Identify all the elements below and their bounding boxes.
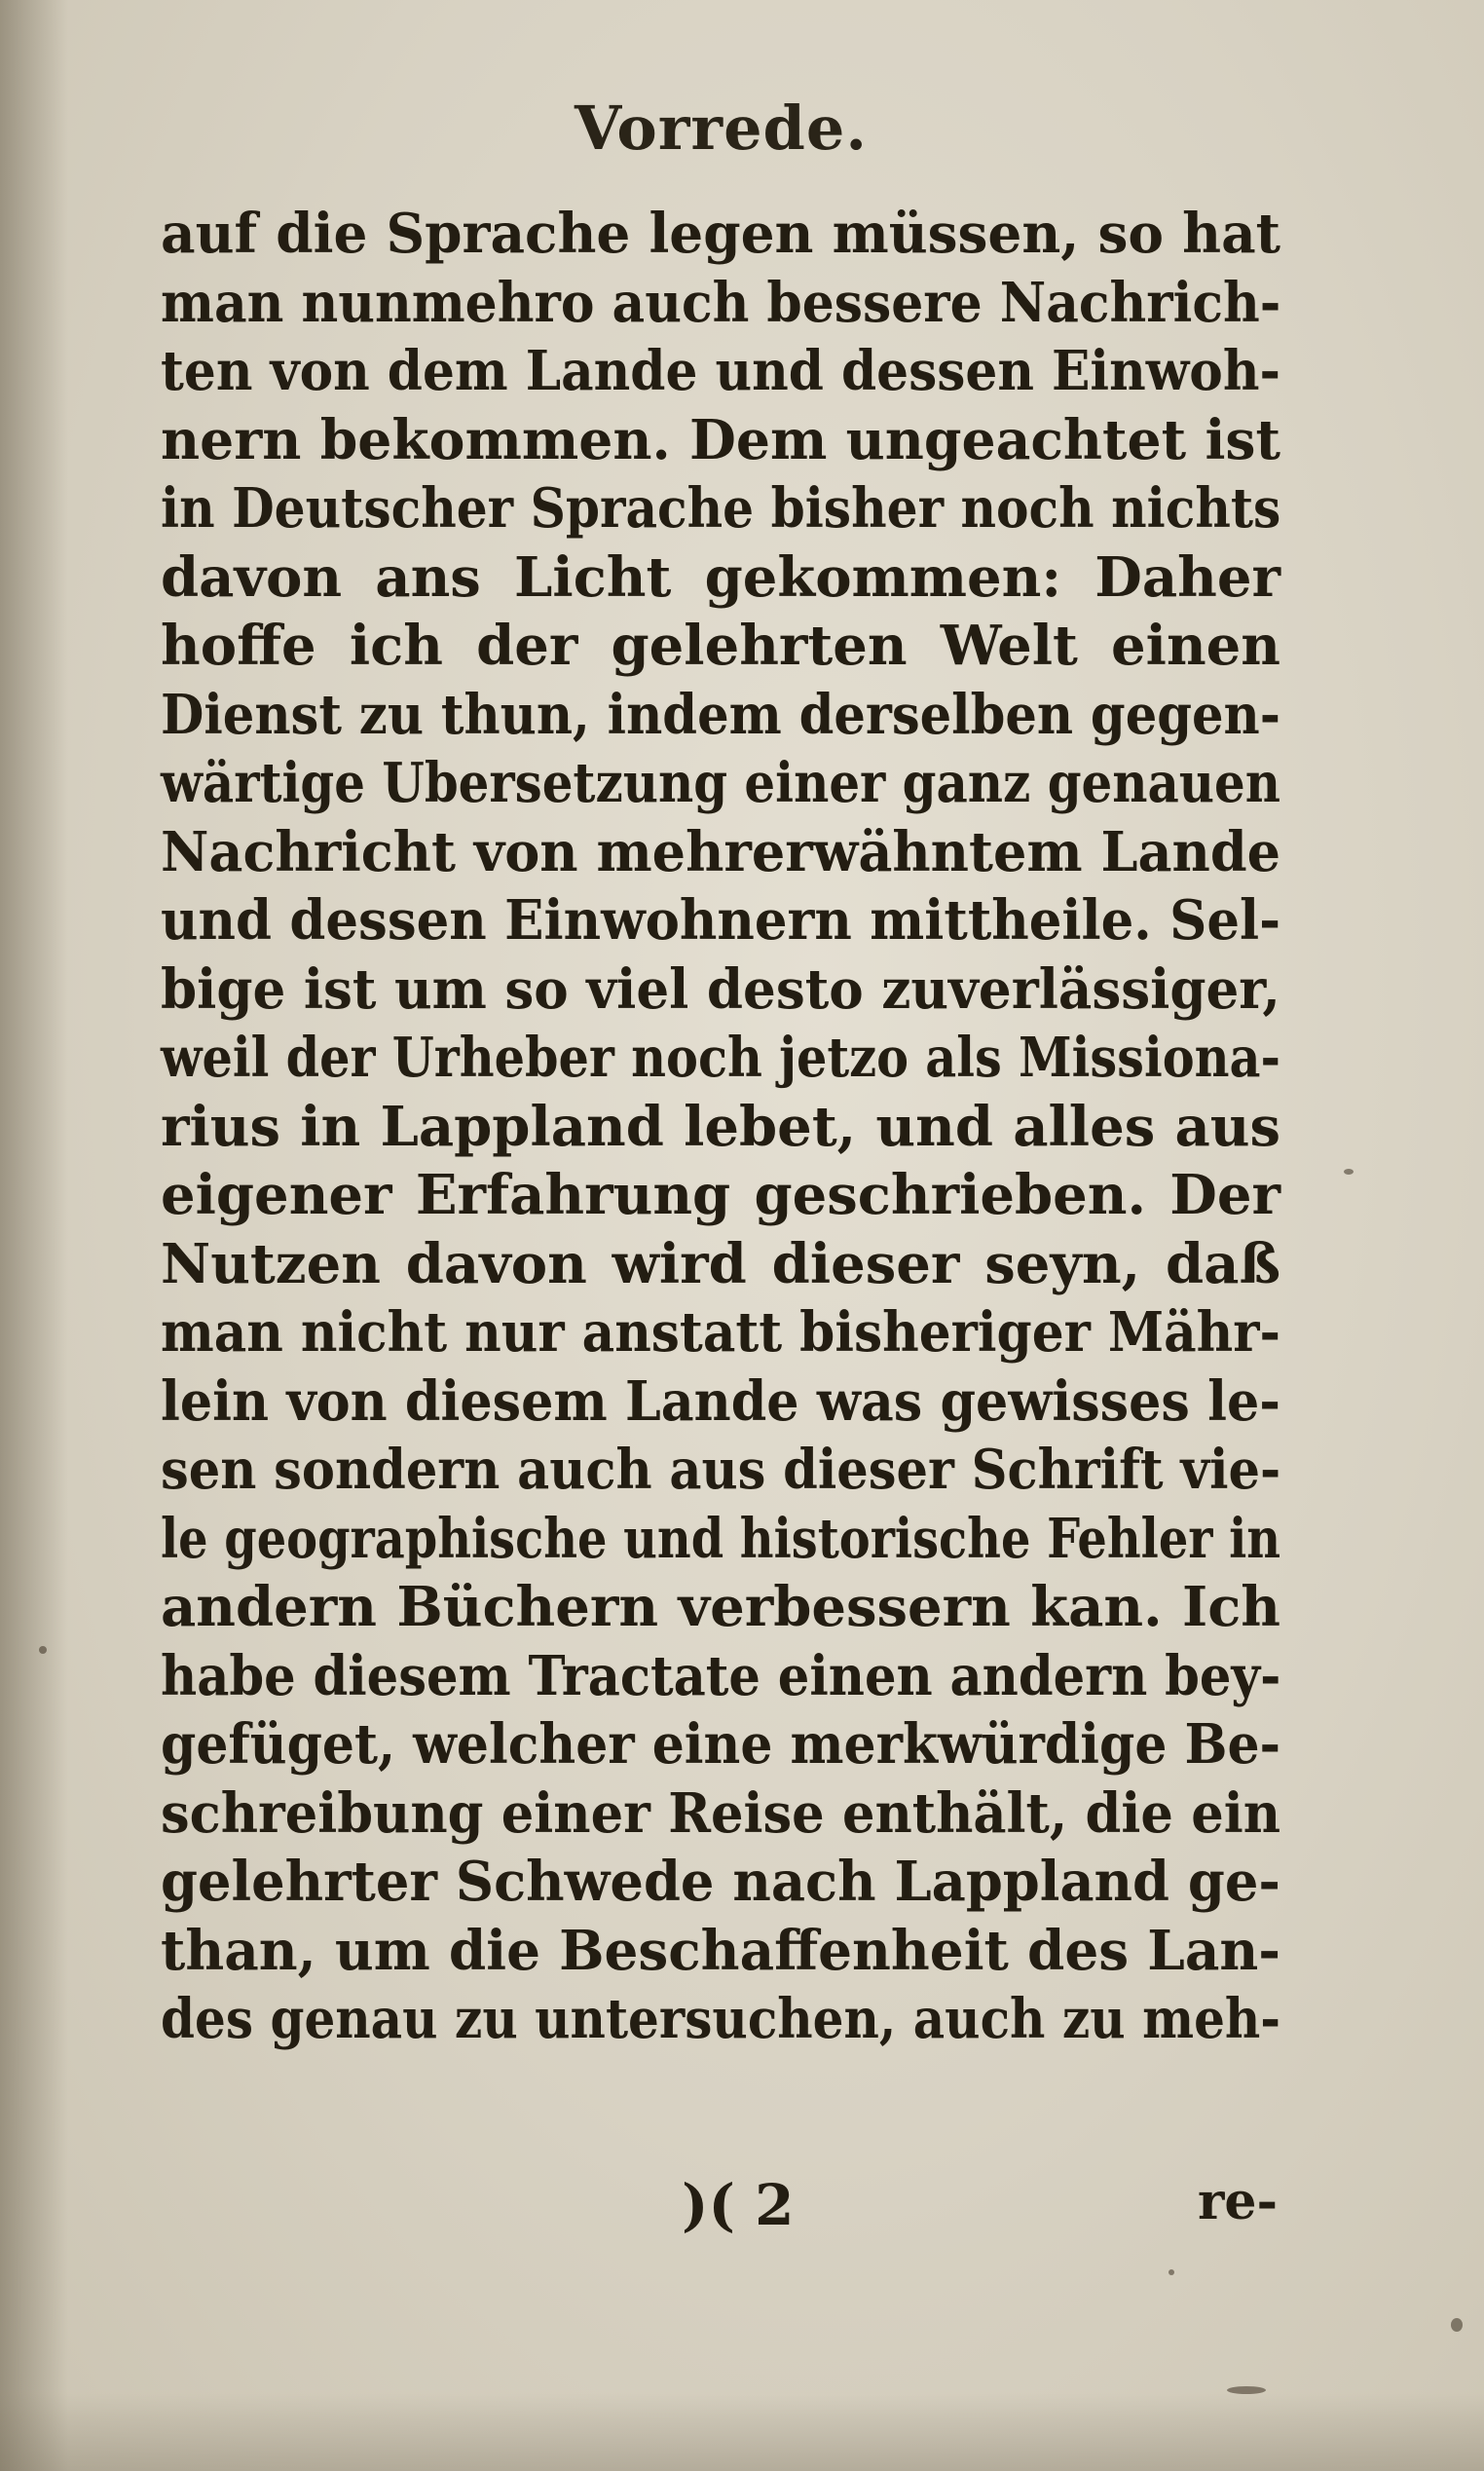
text-line: sen sondern auch aus dieser Schrift vie-: [161, 1438, 1281, 1502]
text-line: in Deutscher Sprache bisher noch nichts: [161, 476, 1281, 541]
text-line: le geographische und historische Fehler in: [161, 1506, 1281, 1571]
text-line: lein von diesem Lande was gewisses le-: [161, 1368, 1281, 1434]
text-line: Nutzen davon wird dieser seyn, daß: [161, 1231, 1280, 1296]
text-line: ten von dem Lande und dessen Einwoh-: [161, 339, 1280, 403]
catchword: re-: [1198, 2172, 1279, 2231]
paper-speck: [1227, 2386, 1266, 2394]
text-line: und dessen Einwohnern mittheile. Sel-: [161, 888, 1281, 953]
text-line: auf die Sprache legen müssen, so hat: [161, 202, 1281, 266]
paper-speck: [1344, 1169, 1354, 1175]
paper-speck: [39, 1646, 47, 1654]
text-line: weil der Urheber noch jetzo als Missiona-: [161, 1026, 1280, 1090]
text-line: Nachricht von mehrerwähntem Lande: [161, 819, 1281, 884]
signature-mark: )( 2: [682, 2172, 795, 2238]
text-line: hoffe ich der gelehrten Welt einen: [161, 614, 1280, 678]
text-line: Dienst zu thun, indem derselben gegen-: [161, 682, 1280, 747]
text-line: nern bekommen. Dem ungeachtet ist: [161, 407, 1280, 472]
text-line: man nicht nur anstatt bisheriger Mähr-: [161, 1300, 1281, 1365]
text-line: des genau zu untersuchen, auch zu meh-: [161, 1987, 1281, 2051]
bottom-shadow: [0, 2393, 1484, 2471]
paper-speck: [1169, 2269, 1174, 2275]
text-line: rius in Lappland lebet, und alles aus: [161, 1094, 1280, 1159]
text-line: schreibung einer Reise enthält, die ein: [161, 1780, 1280, 1846]
text-line: habe diesem Tractate einen andern bey-: [161, 1643, 1281, 1708]
body-text: [161, 200, 1280, 2054]
text-line: davon ans Licht gekommen: Daher: [161, 544, 1280, 610]
page-footer: [0, 2172, 1484, 2250]
text-line: wärtige Ubersetzung einer ganz genauen: [161, 751, 1281, 815]
text-line: eigener Erfahrung geschrieben. Der: [161, 1163, 1280, 1227]
text-line: than, um die Beschaffenheit des Lan-: [161, 1918, 1281, 1983]
text-line: bige ist um so viel desto zuverlässiger,: [161, 956, 1280, 1022]
gutter-shadow: [0, 0, 68, 2471]
text-line: man nunmehro auch bessere Nachrich-: [161, 270, 1281, 335]
text-line: gefüget, welcher eine merkwürdige Be-: [161, 1712, 1281, 1777]
text-line: gelehrter Schwede nach Lappland ge-: [161, 1850, 1280, 1914]
paper-speck: [1451, 2318, 1463, 2332]
text-line: andern Büchern verbessern kan. Ich: [161, 1575, 1280, 1639]
running-header: Vorrede.: [575, 93, 868, 164]
